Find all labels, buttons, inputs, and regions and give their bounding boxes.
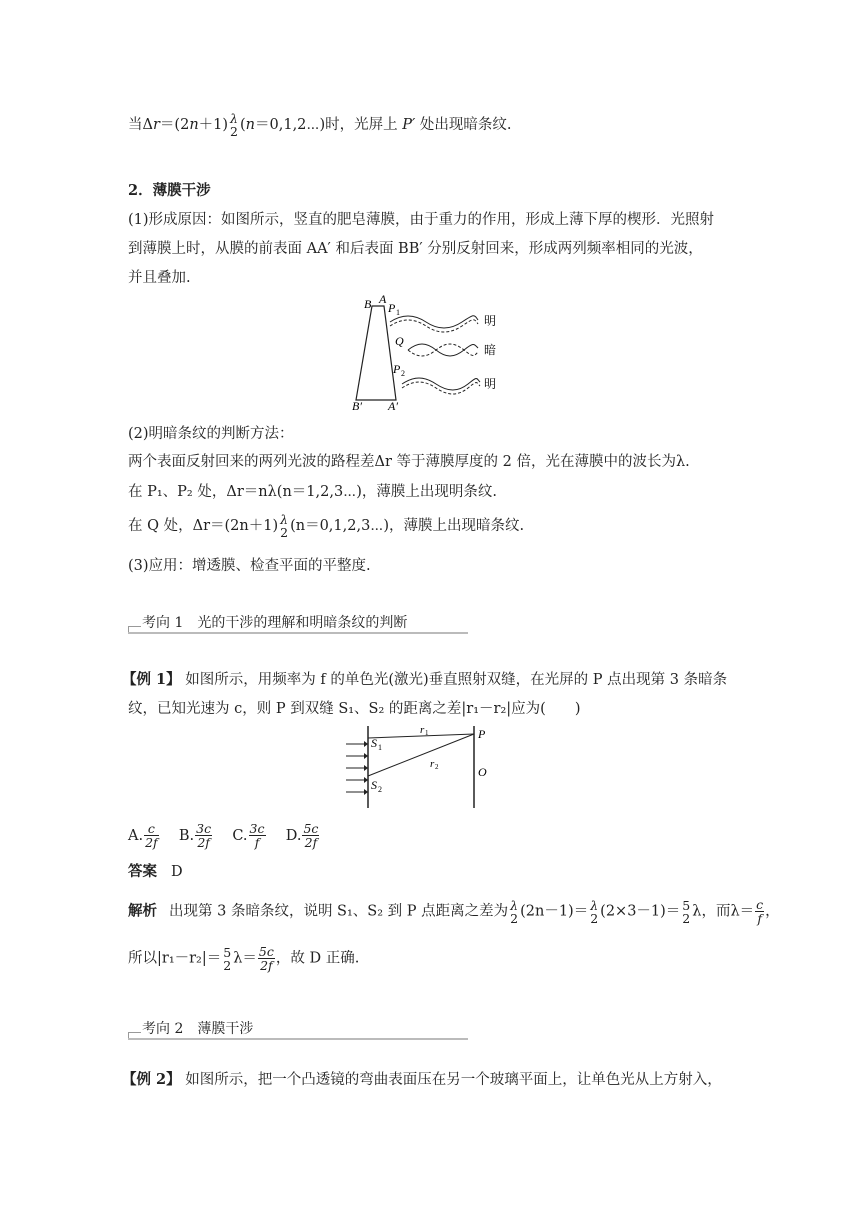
label-P2-sub: 2	[401, 369, 405, 378]
formation-reason-line-3: 并且叠加.	[128, 270, 191, 286]
example-1-line-2: 纹，已知光速为 c，则 P 到双缝 S₁、S₂ 的距离之差|r₁－r₂|应为( )	[128, 701, 581, 717]
soap-film-wedge	[356, 306, 396, 400]
answer-options	[128, 822, 320, 849]
label-O: O	[478, 765, 487, 779]
analysis-line-1: 解析 出现第 3 条暗条纹，说明 S₁、S₂ 到 P 点距离之差为 λ 2 (2n－1)＝ λ 2 (2×3－1)＝ 5 2 λ，而λ＝ $\frac{c}{f}$ ，	[128, 897, 780, 926]
label-bright-1: 明	[484, 314, 497, 328]
lambda-over-2: λ 2	[280, 512, 289, 540]
example-2-line-1: 【例 2】 如图所示，把一个凸透镜的弯曲表面压在另一个玻璃平面上，让单色光从上方射入，	[122, 1071, 722, 1088]
option-b[interactable]: B. $\frac{3c}{2f}$	[178, 821, 212, 850]
option-a[interactable]: A. $\frac{c}{2f}$	[128, 821, 158, 850]
example-1-tag: 【例 1】	[122, 671, 181, 688]
label-B-prime: B′	[352, 399, 362, 412]
label-A-prime: A′	[388, 399, 398, 412]
option-d[interactable]: D. $\frac{5c}{2f}$	[285, 821, 319, 850]
formation-reason-line-2: 到薄膜上时，从膜的前表面 AA′ 和后表面 BB′ 分别反射回来，形成两列频率相同的光波，	[128, 241, 703, 257]
label-S2-sub: 2	[378, 785, 382, 794]
judgment-method-title: (2)明暗条纹的判断方法：	[128, 426, 294, 442]
label-r2-sub: 2	[435, 763, 439, 771]
label-r2: r	[430, 758, 435, 770]
analysis-label: 解析	[128, 902, 157, 920]
answer-label: 答案	[128, 863, 157, 880]
wave-p1-solid	[390, 316, 478, 328]
label-bright-2: 明	[484, 377, 497, 391]
example-2-tag: 【例 2】	[122, 1071, 181, 1088]
topic-1-header: 考向 1 光的干涉的理解和明暗条纹的判断	[128, 612, 468, 634]
lambda-over-2: λ 2	[230, 111, 238, 139]
dark-fringe-condition: 当Δr＝(2n＋1) λ 2 (n＝0,1,2⋯)时，光屏上 P′ 处出现暗条纹.	[128, 111, 512, 139]
formation-reason-line-1: (1)形成原因：如图所示，竖直的肥皂薄膜，由于重力的作用，形成上薄下厚的楔形．光照射	[128, 212, 715, 228]
example-1-line-1: 【例 1】 如图所示，用频率为 f 的单色光(激光)垂直照射双缝，在光屏的 P 点出现第 3 条暗条	[122, 671, 728, 688]
judgment-line-3: 在 Q 处，Δr＝(2n＋1) λ 2 (n＝0,1,2,3⋯)，薄膜上出现暗条纹.	[128, 512, 525, 540]
ray-r2	[368, 734, 474, 776]
section-2-title: 2．薄膜干涉	[128, 182, 211, 199]
double-slit-figure	[340, 722, 500, 812]
judgment-line-2: 在 P₁、P₂ 处，Δr＝nλ(n＝1,2,3⋯)，薄膜上出现明条纹.	[128, 484, 497, 500]
label-A: A	[379, 292, 387, 306]
label-dark: 暗	[484, 343, 497, 357]
label-P2: P	[393, 362, 401, 376]
wave-q-solid	[408, 344, 478, 356]
analysis-line-2: 所以|r₁－r₂|＝ 5 2 λ＝ $\frac{5c}{2f}$ ，故 D 正确.	[128, 944, 360, 973]
label-B: B	[364, 297, 372, 311]
label-r1-sub: 1	[425, 729, 429, 737]
label-Q: Q	[395, 334, 404, 348]
thin-film-figure	[350, 292, 510, 412]
topic-2-header: 考向 2 薄膜干涉	[128, 1018, 468, 1040]
label-P1: P	[388, 301, 396, 315]
answer-line	[128, 862, 183, 882]
answer-value: D	[171, 864, 183, 880]
option-c[interactable]: C. $\frac{3c}{f}$	[232, 821, 265, 850]
label-P1-sub: 1	[396, 308, 400, 317]
label-P: P	[478, 727, 486, 741]
label-S1-sub: 1	[378, 743, 382, 752]
label-r1: r	[420, 724, 425, 736]
label-S2: S	[371, 778, 377, 792]
label-S1: S	[371, 736, 377, 750]
judgment-line-1: 两个表面反射回来的两列光波的路程差Δr 等于薄膜厚度的 2 倍，光在薄膜中的波长为λ.	[128, 454, 690, 470]
application-line: (3)应用：增透膜、检查平面的平整度.	[128, 558, 371, 574]
